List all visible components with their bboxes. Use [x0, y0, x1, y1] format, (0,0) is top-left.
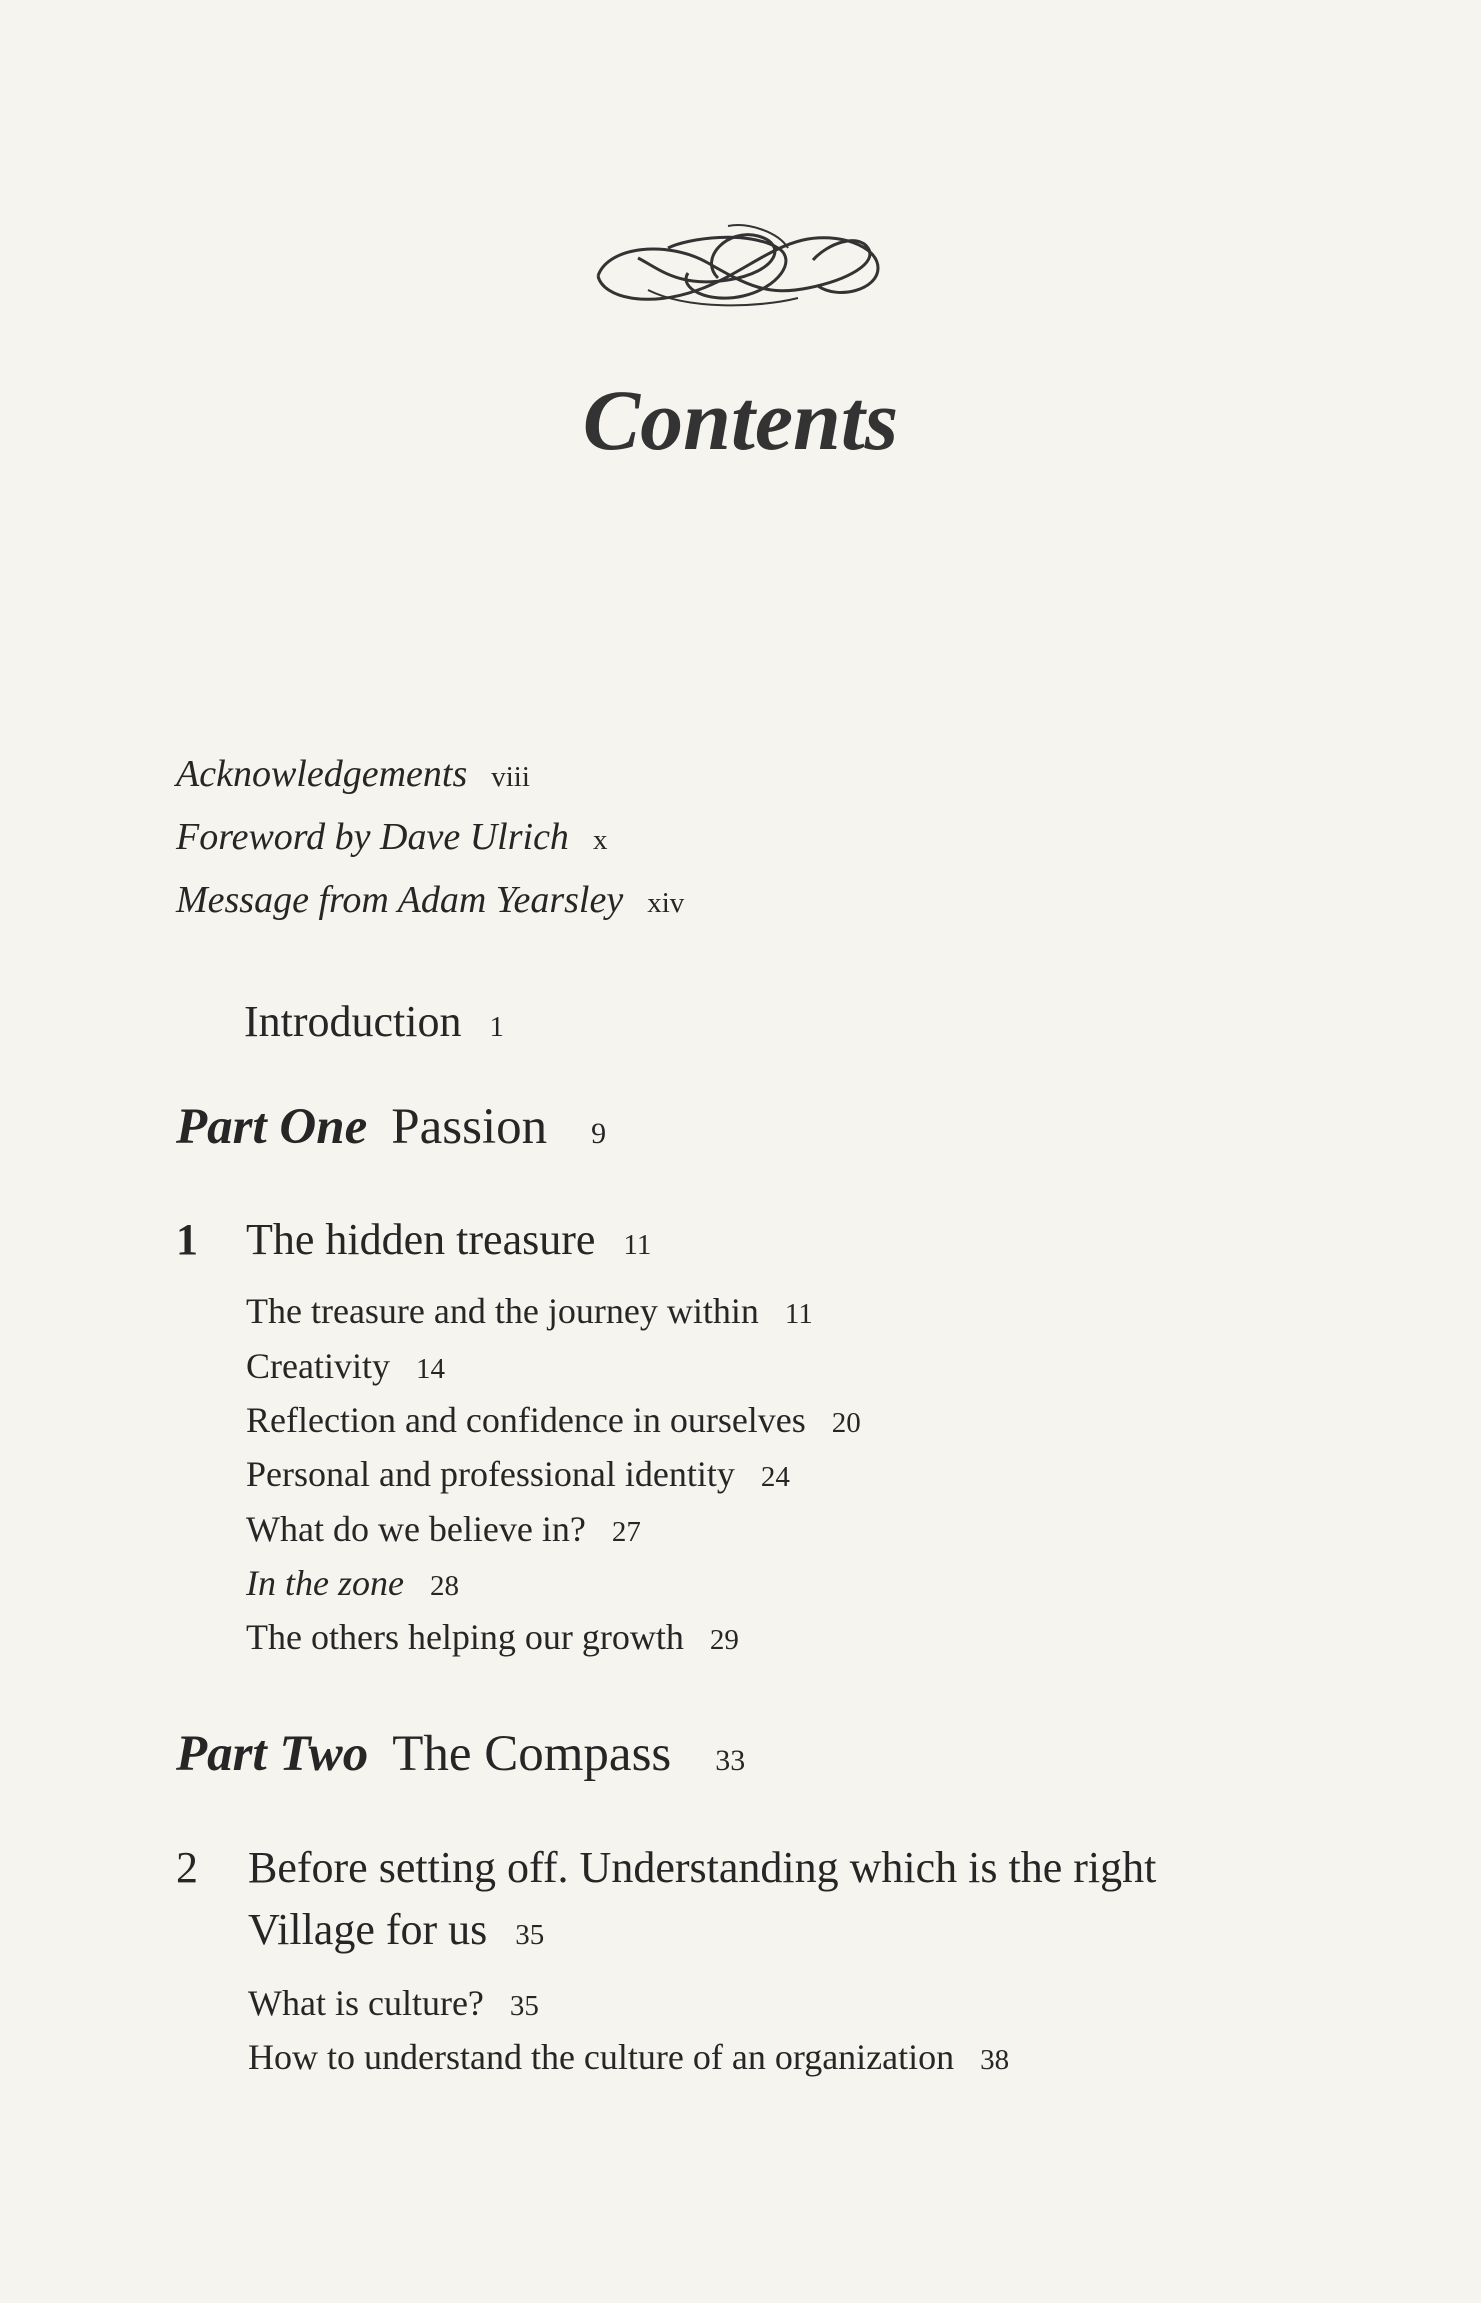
section-title: The treasure and the journey within — [246, 1291, 759, 1331]
toc-section — [248, 2036, 1009, 2078]
flourish-ornament-icon — [578, 218, 888, 318]
toc-part-one — [176, 1098, 606, 1156]
chapter-title-continued: Village for us — [248, 1905, 488, 1954]
chapter-number — [176, 1214, 198, 1265]
section-title: In the zone — [246, 1563, 404, 1603]
part-label: Part One — [176, 1099, 368, 1155]
chapter-number — [176, 1842, 198, 1893]
toc-entry-message — [176, 878, 684, 922]
page-title: Contents — [582, 372, 899, 468]
toc-page-number: 14 — [415, 1353, 445, 1385]
toc-page-number: 1 — [489, 1011, 505, 1043]
toc-page-number: x — [592, 824, 608, 856]
toc-entry-title: Introduction — [244, 997, 462, 1046]
toc-page-number: 35 — [509, 1990, 539, 2022]
toc-chapter-1 — [246, 1214, 651, 1265]
toc-page-number: 29 — [709, 1624, 739, 1656]
toc-page-number: 11 — [623, 1229, 652, 1261]
toc-page-number: xiv — [647, 887, 685, 919]
toc-section — [246, 1508, 641, 1550]
toc-page-number: 9 — [591, 1117, 607, 1150]
toc-page-number: 27 — [611, 1516, 641, 1548]
toc-page-number: 33 — [715, 1744, 746, 1777]
chapter-number-text: 2 — [176, 1843, 198, 1892]
toc-entry-title: Message from Adam Yearsley — [176, 879, 624, 921]
toc-page-number: 38 — [980, 2044, 1010, 2076]
toc-chapter-2-line2 — [248, 1904, 544, 1955]
toc-page-number: viii — [491, 761, 530, 793]
toc-page-number: 11 — [784, 1298, 813, 1330]
toc-section — [248, 1982, 539, 2024]
section-title: The others helping our growth — [246, 1617, 684, 1657]
toc-entry-title: Foreword by Dave Ulrich — [176, 816, 569, 858]
part-title: The Compass — [392, 1726, 672, 1782]
toc-section — [246, 1399, 861, 1441]
section-title: Personal and professional identity — [246, 1454, 735, 1494]
part-title: Passion — [391, 1099, 548, 1155]
chapter-title: The hidden treasure — [246, 1215, 596, 1264]
toc-section — [246, 1453, 790, 1495]
section-title: Reflection and confidence in ourselves — [246, 1400, 806, 1440]
section-title: What is culture? — [248, 1983, 484, 2023]
section-title: How to understand the culture of an organization — [248, 2037, 955, 2077]
toc-entry-foreword — [176, 815, 607, 859]
toc-page-number: 35 — [515, 1919, 545, 1951]
toc-entry-introduction — [244, 996, 504, 1047]
chapter-number-text: 1 — [176, 1215, 198, 1264]
toc-page-number: 24 — [760, 1461, 790, 1493]
toc-page-number: 20 — [831, 1407, 861, 1439]
toc-page-number: 28 — [429, 1570, 459, 1602]
toc-section — [246, 1616, 739, 1658]
section-title: Creativity — [246, 1346, 390, 1386]
section-title: What do we believe in? — [246, 1509, 586, 1549]
toc-part-two — [176, 1725, 745, 1783]
toc-section — [246, 1562, 459, 1604]
toc-section — [246, 1345, 445, 1387]
toc-entry-acknowledgements — [176, 752, 530, 796]
toc-section — [246, 1290, 813, 1332]
toc-chapter-2-line1 — [248, 1842, 1156, 1893]
part-label: Part Two — [176, 1726, 369, 1782]
chapter-title: Before setting off. Understanding which is the right — [248, 1843, 1157, 1892]
toc-entry-title: Acknowledgements — [176, 753, 468, 795]
